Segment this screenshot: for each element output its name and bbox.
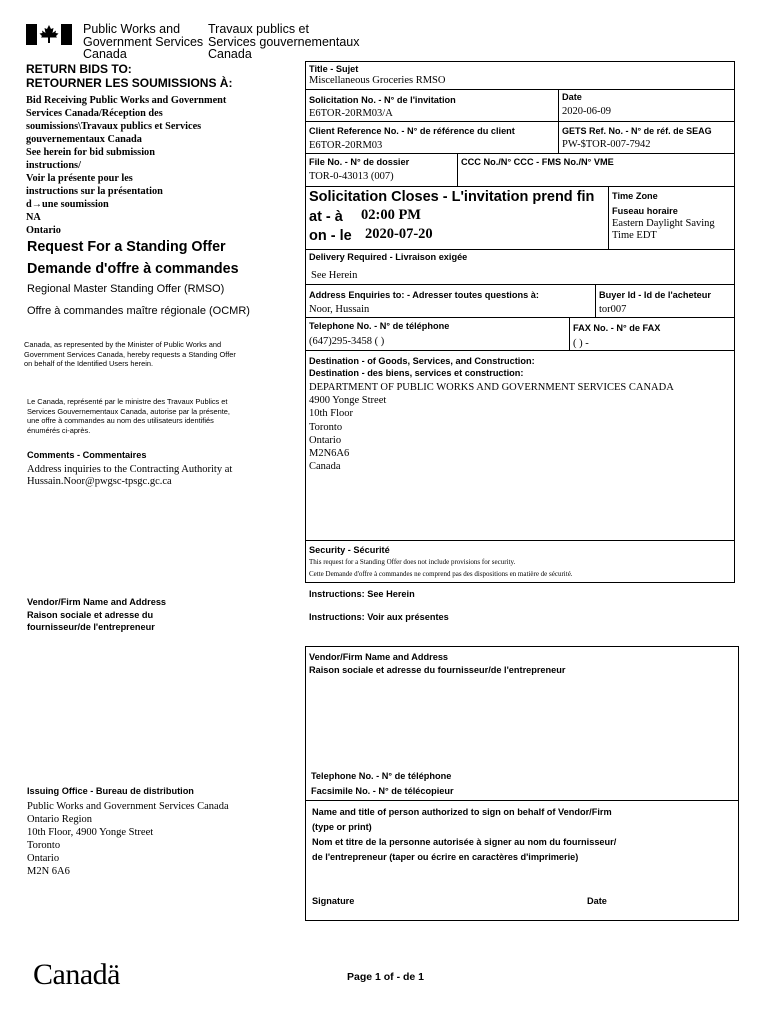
timezone-label-en: Time Zone [612, 191, 658, 201]
return-text-line: NA [26, 212, 41, 223]
return-bids-title [26, 62, 232, 90]
signer-label-line: Nom et titre de la personne autorisée à signer au nom du fournisseur/ [312, 837, 617, 847]
client-ref-label: Client Reference No. - N° de référence du client [309, 126, 515, 136]
fax-label: FAX No. - N° de FAX [573, 323, 661, 333]
closing-date: 2020-07-20 [365, 226, 433, 242]
destination-line: DEPARTMENT OF PUBLIC WORKS AND GOVERNMENT SERVICES CANADA [309, 382, 674, 393]
file-number-label: File No. - N° de dossier [309, 157, 410, 167]
solicitation-number: E6TOR-20RM03/A [309, 108, 393, 119]
title-value: Miscellaneous Groceries RMSO [309, 75, 446, 86]
timezone-label [612, 189, 678, 219]
signature-date-label: Date [587, 896, 607, 906]
return-text-line: Bid Receiving Public Works and Government [26, 95, 227, 106]
comments-text [27, 464, 232, 488]
destination-line: 10th Floor [309, 408, 354, 420]
canada-request-en [24, 340, 284, 369]
vendor-label-line: Raison sociale et adresse du [27, 609, 154, 620]
destination-line: Toronto [309, 421, 343, 433]
delivery-value: See Herein [311, 270, 358, 281]
issuing-line: Ontario [27, 853, 60, 864]
instructions-fr: Instructions: Voir aux présentes [309, 612, 449, 622]
return-text-line: soumissions\Travaux publics et Services [26, 121, 202, 132]
canada-en-line: on behalf of the Identified Users herein. [24, 359, 154, 369]
destination-line: Ontario [309, 434, 342, 446]
signature-label: Signature [312, 896, 355, 906]
issuing-line: M2N 6A6 [27, 866, 70, 877]
signer-label-line: de l'entrepreneur (taper ou écrire en caractères d'imprimerie) [312, 852, 579, 862]
return-text-line: gouvernementaux Canada [26, 134, 142, 145]
canada-flag-icon [26, 24, 72, 45]
dept-fr-line: Travaux publics et [208, 22, 309, 36]
return-text-line: Ontario [26, 225, 61, 236]
vendor-fax-label: Facsimile No. - N° de télécopieur [311, 786, 454, 796]
comments-line: Address inquiries to the Contracting Authority at [27, 464, 233, 475]
return-text-line: d→une soumission [26, 199, 109, 210]
authorized-signer-label [312, 805, 616, 865]
department-name-en [83, 23, 203, 61]
return-text-line: Voir la présente pour les [26, 173, 133, 184]
comments-line: Hussain.Noor@pwgsc-tpsgc.gc.ca [27, 476, 172, 487]
timezone-value-line: Eastern Daylight Saving [612, 218, 715, 229]
destination-line: 4900 Yonge Street [309, 395, 387, 407]
destination-label [309, 355, 535, 379]
client-ref-value: E6TOR-20RM03 [309, 140, 383, 151]
rmso-label-en: Regional Master Standing Offer (RMSO) [27, 283, 225, 295]
destination-address [309, 381, 674, 473]
timezone-value-line: Time EDT [612, 230, 657, 241]
page-number: Page 1 of - de 1 [347, 971, 425, 983]
security-label: Security - Sécurité [309, 545, 390, 555]
return-title-line: RETURN BIDS TO: [26, 62, 132, 76]
buyer-id-value: tor007 [599, 304, 627, 315]
return-text-line: Services Canada/Réception des [26, 108, 163, 119]
vendor-label-line: fournisseur/de l'entrepreneur [27, 622, 155, 632]
telephone-label: Telephone No. - N° de téléphone [309, 321, 450, 331]
destination-line: M2N6A6 [309, 448, 350, 460]
destination-line: Canada [309, 461, 341, 473]
date-label: Date [562, 92, 582, 102]
issuing-line: Toronto [27, 840, 61, 851]
security-text-fr: Cette Demande d'offre à commandes ne comprend pas des dispositions en matière de sécurité. [309, 570, 573, 578]
comments-label: Comments - Commentaires [27, 450, 147, 460]
issuing-line: Public Works and Government Services Canada [27, 801, 229, 812]
issuing-office-address [27, 800, 229, 878]
telephone-value: (647)295-3458 ( ) [309, 336, 385, 347]
dept-fr-line: Services gouvernementaux [208, 34, 360, 49]
dept-en-line: Canada [83, 47, 127, 61]
closing-time: 02:00 PM [361, 207, 421, 223]
issuing-line: Ontario Region [27, 814, 93, 825]
vendor-box-label-en: Vendor/Firm Name and Address [309, 652, 449, 662]
vendor-box-label [309, 651, 565, 676]
destination-label-fr: Destination - des biens, services et construction: [309, 368, 524, 378]
instructions-en: Instructions: See Herein [309, 589, 415, 599]
return-text-line: instructions/ [26, 160, 81, 171]
signer-label-line: Name and title of person authorized to sign on behalf of Vendor/Firm [312, 807, 612, 817]
address-enquiries-label: Address Enquiries to: - Adresser toutes questions à: [309, 290, 539, 300]
dept-fr-line: Canada [208, 47, 252, 61]
timezone-value [612, 218, 715, 242]
file-number-value: TOR-0-43013 (007) [309, 171, 394, 182]
vendor-telephone-label: Telephone No. - N° de téléphone [311, 771, 452, 781]
vendor-label-line: Vendor/Firm Name and Address [27, 597, 167, 607]
security-text-en: This request for a Standing Offer does not include provisions for security. [309, 558, 516, 566]
rfso-title [27, 236, 239, 280]
department-name-fr [208, 23, 359, 61]
date-value: 2020-06-09 [562, 106, 611, 117]
return-text-line: See herein for bid submission [26, 147, 155, 158]
return-title-line: RETOURNER LES SOUMISSIONS À: [26, 76, 233, 90]
vendor-box-label-fr: Raison sociale et adresse du fournisseur/de l'entrepreneur [309, 664, 566, 675]
signer-label-line: (type or print) [312, 822, 372, 832]
issuing-line: 10th Floor, 4900 Yonge Street [27, 827, 154, 838]
canada-fr-line: Le Canada, représenté par le ministre des Travaux Publics et [27, 397, 228, 406]
rfso-title-fr: Demande d'offre à commandes [27, 261, 239, 277]
timezone-label-fr: Fuseau horaire [612, 206, 678, 216]
delivery-label: Delivery Required - Livraison exigée [309, 252, 468, 262]
vendor-box [305, 646, 739, 921]
gets-ref-label: GETS Ref. No. - N° de réf. de SEAG [562, 126, 712, 136]
buyer-id-label: Buyer Id - Id de l'acheteur [599, 290, 711, 300]
solicitation-closes-title: Solicitation Closes - L'invitation prend fin [309, 189, 595, 205]
rfso-title-en: Request For a Standing Offer [27, 239, 226, 255]
issuing-office-label: Issuing Office - Bureau de distribution [27, 786, 194, 796]
return-text-line: instructions sur la présentation [26, 186, 163, 197]
return-bids-address [26, 94, 276, 236]
canada-fr-line: une offre à commandes au nom des utilisateurs identifiés [27, 416, 214, 426]
fax-value: ( ) - [573, 338, 589, 349]
title-label: Title - Sujet [309, 64, 359, 74]
canada-wordmark-logo: Canadä [33, 958, 120, 991]
canada-fr-line: Services Gouvernementaux Canada, autorise par la présente, [27, 406, 230, 416]
canada-request-fr [27, 397, 287, 435]
dept-en-line: Government Services [83, 34, 204, 49]
rmso-label-fr: Offre à commandes maître régionale (OCMR) [27, 305, 250, 317]
destination-label-en: Destination - of Goods, Services, and Construction: [309, 356, 535, 366]
canada-fr-line: énumérés ci-après. [27, 425, 91, 435]
dept-en-line: Public Works and [83, 22, 181, 36]
gets-ref-value: PW-$TOR-007-7942 [562, 139, 651, 150]
vendor-label-left [27, 596, 166, 634]
canada-en-line: Canada, as represented by the Minister of Public Works and [24, 340, 222, 349]
ccc-fms-label: CCC No./N° CCC - FMS No./N° VME [461, 157, 614, 167]
closes-on-prefix: on - le [309, 228, 352, 244]
closes-at-prefix: at - à [309, 209, 343, 225]
solicitation-label: Solicitation No. - N° de l'invitation [309, 95, 456, 105]
address-enquiries-value: Noor, Hussain [309, 304, 370, 315]
canada-en-line: Government Services Canada, hereby requests a Standing Offer [24, 349, 236, 359]
